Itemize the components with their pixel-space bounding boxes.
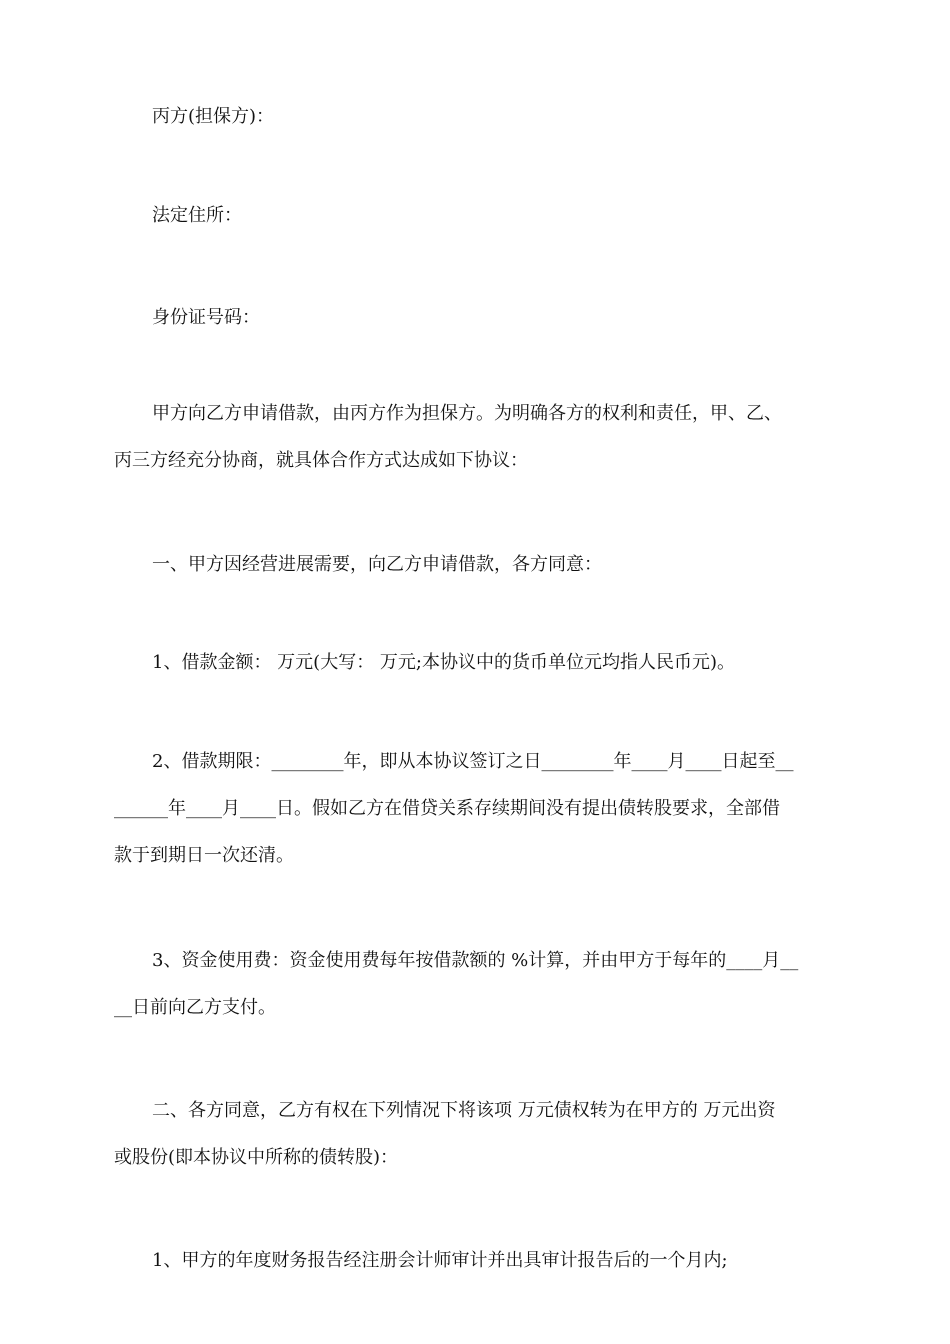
clause-usage-fee — [114, 937, 844, 1031]
text-line: 二、各方同意，乙方有权在下列情况下将该项 万元债权转为在甲方的 万元出资 — [152, 1100, 776, 1121]
text-line: 2、借款期限：________年，即从本协议签订之日________年____月____日起至__ — [152, 751, 794, 772]
text-line: 或股份(即本协议中所称的债转股)： — [114, 1147, 399, 1168]
text-line: 一、甲方因经营进展需要，向乙方申请借款，各方同意： — [152, 554, 602, 575]
guarantor-label — [114, 93, 844, 140]
text-line: 丙方(担保方)： — [152, 106, 275, 127]
id-number-label — [114, 294, 844, 341]
text-line: 身份证号码： — [152, 307, 260, 328]
section-one-heading — [114, 541, 844, 588]
text-line: 丙三方经充分协商，就具体合作方式达成如下协议： — [114, 450, 528, 471]
text-line: __日前向乙方支付。 — [114, 997, 276, 1018]
clause-loan-amount — [114, 639, 844, 686]
clause-annual-report — [114, 1237, 844, 1284]
text-line: 1、借款金额： 万元(大写： 万元;本协议中的货币单位元均指人民币元)。 — [152, 652, 736, 673]
text-line: 法定住所： — [152, 205, 242, 226]
clause-loan-term — [114, 738, 844, 879]
text-line: 甲方向乙方申请借款，由丙方作为担保方。为明确各方的权利和责任，甲、乙、 — [152, 403, 782, 424]
text-line: 3、资金使用费：资金使用费每年按借款额的 %计算，并由甲方于每年的____月__ — [152, 950, 799, 971]
section-two-heading — [114, 1087, 844, 1181]
legal-address-label — [114, 192, 844, 239]
intro-paragraph — [114, 390, 844, 484]
text-line: ______年____月____日。假如乙方在借贷关系存续期间没有提出债转股要求，全部借 — [114, 798, 780, 819]
text-line: 款于到期日一次还清。 — [114, 845, 294, 866]
text-line: 1、甲方的年度财务报告经注册会计师审计并出具审计报告后的一个月内; — [152, 1250, 728, 1271]
